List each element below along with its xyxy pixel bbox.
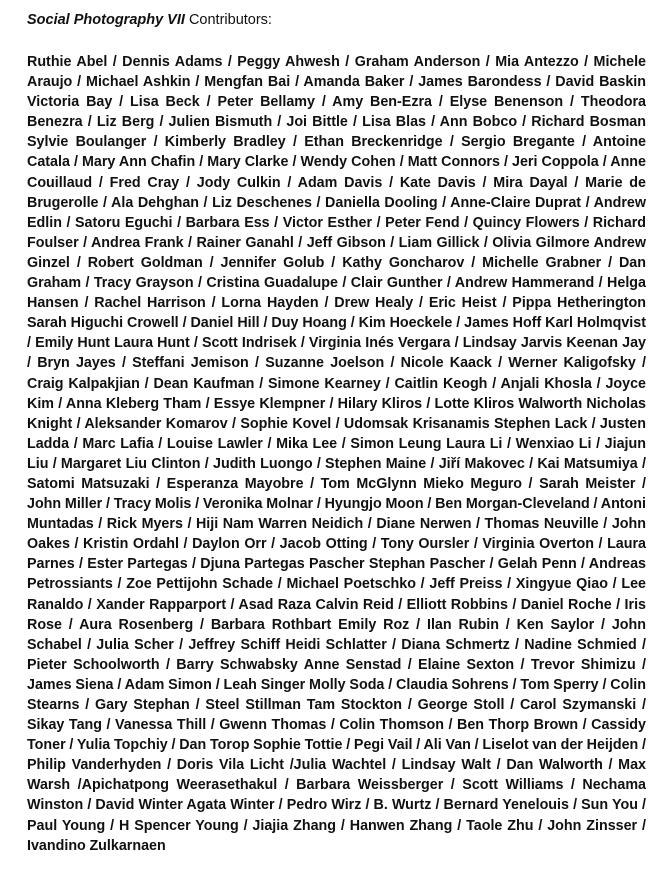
contributors-list: Ruthie Abel / Dennis Adams / Peggy Ahwesh / Graham Anderson / Mia Antezzo / Michele Araujo / Michael Ashkin / Mengfan Bai / Amanda Baker / James Barondess / David Baskin Victoria Bay / Lisa Beck / Peter Bellamy / Amy Ben-Ezra / Elyse Benenson / Theodora Benezra / Liz Berg / Julien Bismuth / Joi Bittle / Lisa Blas / Ann Bobco / Richard Bosman Sylvie Boulanger / Kimberly Bradley / Ethan Breckenridge / Sergio Bregante / Antoine Catala / Mary Ann Chafin / Mary Clarke / Wendy Cohen / Matt Connors / Jeri Coppola / Anne Couillaud / Fred Cray / Jody Culkin / Adam Davis / Kate Davis / Mira Dayal / Marie de Brugerolle / Ala Dehghan / Liz Deschenes / Daniella Dooling / Anne-Claire Duprat / Andrew Edlin / Satoru Eguchi / Barbara Ess / Victor Esther / Peter Fend / Quincy Flowers / Richard Foulser / Andrea Frank / Rainer Ganahl / Jeff Gibson / Liam Gillick / Olivia Gilmore Andrew Ginzel / Robert Goldman / Jennifer Golub / Kathy Goncharov / Michelle Grabner / Dan Graham / Tracy Grayson / Cristina Guadalupe / Clair Gunther / Andrew Hammerand / Helga Hansen / Rachel Harrison / Lorna Hayden / Drew Healy / Eric Heist / Pippa Hetherington Sarah Higuchi Crowell / Daniel Hill / Duy Hoang / Kim Hoeckele / James Hoff Karl Holmqvist / Emily Hunt Laura Hunt / Scott Indrisek / Virginia Inés Vergara / Lindsay Jarvis Keenan Jay / Bryn Jayes / Steffani Jemison / Suzanne Joelson / Nicole Kaack / Werner Kaligofsky / Craig Kalpakjian / Dean Kaufman / Simone Kearney / Caitlin Keogh / Anjali Khosla / Joyce Kim / Anna Kleberg Tham / Essye Klempner / Hilary Kliros / Lotte Kliros Walworth Nicholas Knight / Aleksander Komarov / Sophie Kovel / Udomsak Krisanamis Stephen Lack / Justen Ladda / Marc Lafia / Louise Lawler / Mika Lee / Simon Leung Laura Li / Wenxiao Li / Jiajun Liu / Margaret Liu Clinton / Judith Luongo / Stephen Maine / Jiří Makovec / Kai Matsumiya / Satomi Matsuzaki / Esperanza Mayobre / Tom McGlynn Mieko Meguro / Sarah Meister / John Miller / Tracy Molis / Veronika Molnar / Hyungjo Moon / Ben Morgan-Cleveland / Antoni Muntadas / Rick Myers / Hiji Nam Warren Neidich / Diane Nerwen / Thomas Neuville / John Oakes / Kristin Ordahl / Daylon Orr / Jacob Otting / Tony Oursler / Virginia Overton / Laura Parnes / Ester Partegas / Djuna Partegas Pascher Stephan Pascher / Gelah Penn / Andreas Petrossiants / Zoe Pettijohn Schade / Michael Poetschko / Jeff Preiss / Xingyue Qiao / Lee Ranaldo / Xander Rapparport / Asad Raza Calvin Reid / Elliott Robbins / Daniel Roche / Iris Rose / Aura Rosenberg / Barbara Rothbart Emily Roz / Ilan Rubin / Ken Saylor / John Schabel / Julia Scher / Jeffrey Schiff Heidi Schlatter / Diana Schmertz / Nadine Schmied / Pieter Schoolworth / Barry Schwabsky Anne Senstad / Elaine Sexton / Trevor Shimizu / James Siena / Adam Simon / Leah Singer Molly Soda / Claudia Sohrens / Tom Sperry / Colin Stearns / Gary Stephan / Steel Stillman Tam Stockton / George Stoll / Carol Szymanski / Sikay Tang / Vanessa Thill / Gwenn Thomas / Colin Thomson / Ben Thorp Brown / Cassidy Toner / Yulia Topchiy / Dan Torop Sophie Tottie / Pegi Vail / Ali Van / Liselot van der Heijden / Philip Vanderhyden / Doris Vila Licht /Julia Wachtel / Lindsay Walt / Dan Walworth / Max Warsh /Apichatpong Weerasethakul / Barbara Weissberger / Scott Williams / Nechama Winston / David Winter Agata Winter / Pedro Wirz / B. Wurtz / Bernard Yenelouis / Sun You / Paul Young / H Spencer Young / Jiajia Zhang / Hanwen Zhang / Taole Zhu / John Zinsser / Ivandino Zulkarnaen [27,54,646,854]
exhibition-title: Social Photography VII [27,12,185,28]
heading-suffix: Contributors: [184,12,272,28]
page-heading [27,10,646,30]
